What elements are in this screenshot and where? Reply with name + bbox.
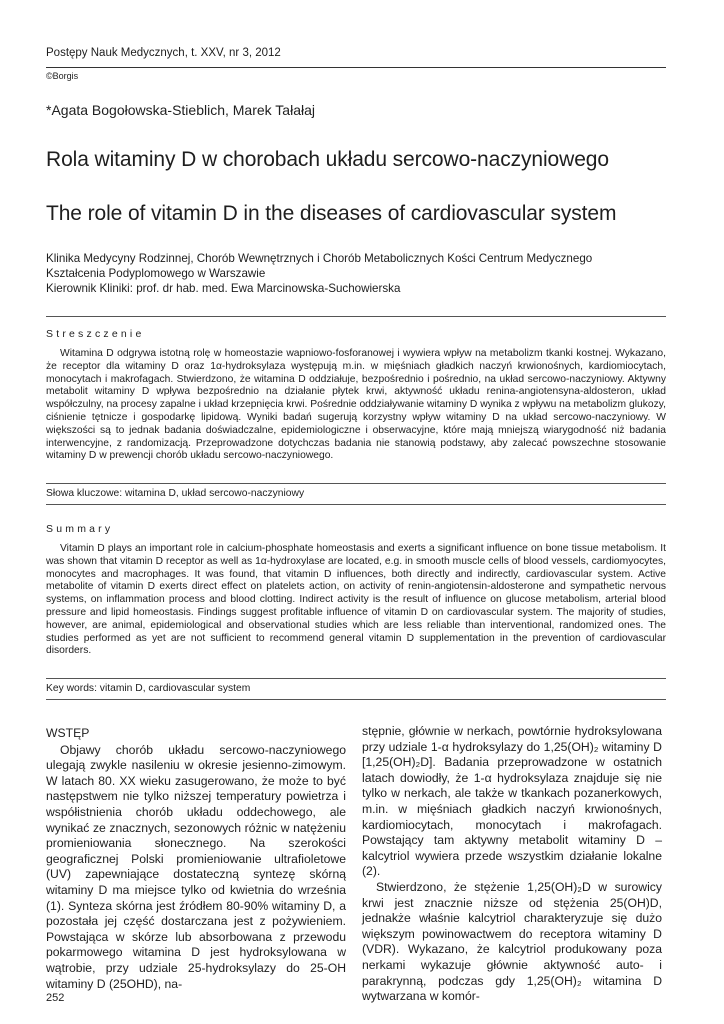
affiliation-line: Klinika Medycyny Rodzinnej, Chorób Wewnętrznych i Chorób Metabolicznych Kości Centrum Medycznego: [46, 252, 593, 265]
section-divider: [46, 483, 666, 484]
body-paragraph: Stwierdzono, że stężenie 1,25(OH)₂D w surowicy krwi jest znacznie niższe od stężenia 25(OH)D, jednakże właśnie kalcytriol charakteryzuje się dużo większym powinowactwem do receptora witaminy D (VDR). Wykazano, że kalcytriol produkowany poza nerkami wykazuje głównie aktywność auto- i parakrynną, podczas gdy 1,25(OH)₂ witamina D wytwarzana w komór-: [362, 879, 662, 1004]
header-divider: [46, 67, 666, 68]
body-paragraph: Objawy chorób układu sercowo-naczyniowego ulegają zwykle nasileniu w okresie jesienno-zimowym. W latach 80. XX wieku zasugerowano, że może to być następstwem nie tylko niższej temperatury powietrza i współistnienia chorób układu oddechowego, ale wynikać ze znacznych, sezonowych różnic w natężeniu promieniowania słonecznego. Na szerokości geograficznej Polski promieniowanie ultrafioletowe (UV) zapewniające dostateczną syntezę skórną witaminy D ma miejsce tylko od kwietnia do września (1). Synteza skórna jest źródłem 80-90% witaminy D, a pozostała jej część dostarczana jest z pożywieniem. Powstająca w skórze lub absorbowana z przewodu pokarmowego witamina D jest hydroksylowana w wątrobie, przy udziale 25-hydroksylazy do 25-OH witaminy D (25OHD), na-: [46, 742, 346, 991]
journal-citation: Postępy Nauk Medycznych, t. XXV, nr 3, 2012: [46, 47, 281, 59]
affiliation: [46, 251, 676, 296]
section-divider: [46, 699, 666, 700]
affiliation-line: Kształcenia Podyplomowego w Warszawie: [46, 267, 266, 280]
section-divider: [46, 678, 666, 679]
keywords-en: Key words: vitamin D, cardiovascular system: [46, 683, 251, 694]
title-polish: Rola witaminy D w chorobach układu sercowo-naczyniowego: [46, 148, 609, 171]
section-divider: [46, 504, 666, 505]
keywords-pl: Słowa kluczowe: witamina D, układ sercowo-naczyniowy: [46, 488, 305, 499]
body-column-right: [362, 724, 662, 1005]
abstract-heading-en: Summary: [46, 523, 114, 535]
article-authors: *Agata Bogołowska-Stieblich, Marek Tałałaj: [46, 102, 315, 118]
section-divider: [46, 316, 666, 317]
abstract-text-en: Vitamin D plays an important role in calcium-phosphate homeostasis and exerts a significant influence on bone tissue metabolism. It was shown that vitamin D receptor as well as 1α-hydroxylase are located, e.g. in smooth muscle cells of blood vessels, cardiomyocytes, monocytes and macrophages. It was found, that vitamin D influences, both directly and indirectly, cardiovascular system. Active metabolite of vitamin D exerts direct effect on platelets action, on activity of renin-angiotensin-aldosterone and sympathetic nervous systems, on inflammation process and blood clotting. Indirect activity is the result of influence on glucose metabolism, arterial blood pressure and lipid homeostasis. Findings suggest profitable influence of vitamin D on cardiovascular system. The majority of studies, however, are animal, epidemiological and observational studies which are less reliable than interventional, randomized ones. The studies performed as yet are not sufficient to recommend general vitamin D supplementation in the prevention of cardiovascular disorders.: [46, 543, 666, 657]
abstract-heading-pl: Streszczenie: [46, 328, 145, 340]
title-english: The role of vitamin D in the diseases of cardiovascular system: [46, 202, 617, 225]
body-column-left: [46, 726, 346, 992]
publisher-mark: ©Borgis: [46, 71, 79, 81]
affiliation-line: Kierownik Kliniki: prof. dr hab. med. Ewa Marcinowska-Suchowierska: [46, 282, 401, 295]
body-paragraph: stępnie, głównie w nerkach, powtórnie hydroksylowana przy udziale 1-α hydroksylazy do 1,25(OH)₂ witaminy D [1,25(OH)₂D]. Badania przeprowadzone w ostatnich latach dowiodły, że 1-α hydroksylaza znajduje się nie tylko w nerkach, ale także w tkankach pozanerkowych, m.in. w mięśniach gładkich naczyń krwionośnych, kardiomiocytach, monocytach i makrofagach. Powstający tam aktywny metabolit witaminy D – kalcytriol wywiera przede wszystkim działanie lokalne (2).: [362, 724, 662, 879]
abstract-text-pl: Witamina D odgrywa istotną rolę w homeostazie wapniowo-fosforanowej i wywiera wpływ na metabolizm tkanki kostnej. Wykazano, że receptor dla witaminy D oraz 1α-hydroksylaza występują m.in. w mięśniach gładkich naczyń krwionośnych, kardiomiocytach, monocytach i makrofagach. Stwierdzono, że witamina D oddziałuje, bezpośrednio i pośrednio, na układ sercowo-naczyniowy. Aktywny metabolit witaminy D wpływa bezpośrednio na działanie płytek krwi, aktywność układu renina-angiotensyna-aldosteron, układ współczulny, na procesy zapalne i układ krzepnięcia krwi. Pośrednie oddziaływanie witaminy D wynika z wpływu na metabolizm glukozy, ciśnienie tętnicze i gospodarkę lipidową. Wyniki badań sugerują korzystny wpływ witaminy D na układ sercowo-naczyniowy. W większości są to jednak badania doświadczalne, epidemiologiczne i obserwacyjne, które mają mniejszą wiarygodność niż badania interwencyjne, z randomizacją. Przeprowadzone dotychczas badania nie stanowią podstawy, aby zalecać powszechne stosowanie witaminy D w prewencji chorób układu sercowo-naczyniowego.: [46, 348, 666, 462]
page-number: 252: [46, 992, 65, 1004]
section-heading: WSTĘP: [46, 726, 90, 740]
